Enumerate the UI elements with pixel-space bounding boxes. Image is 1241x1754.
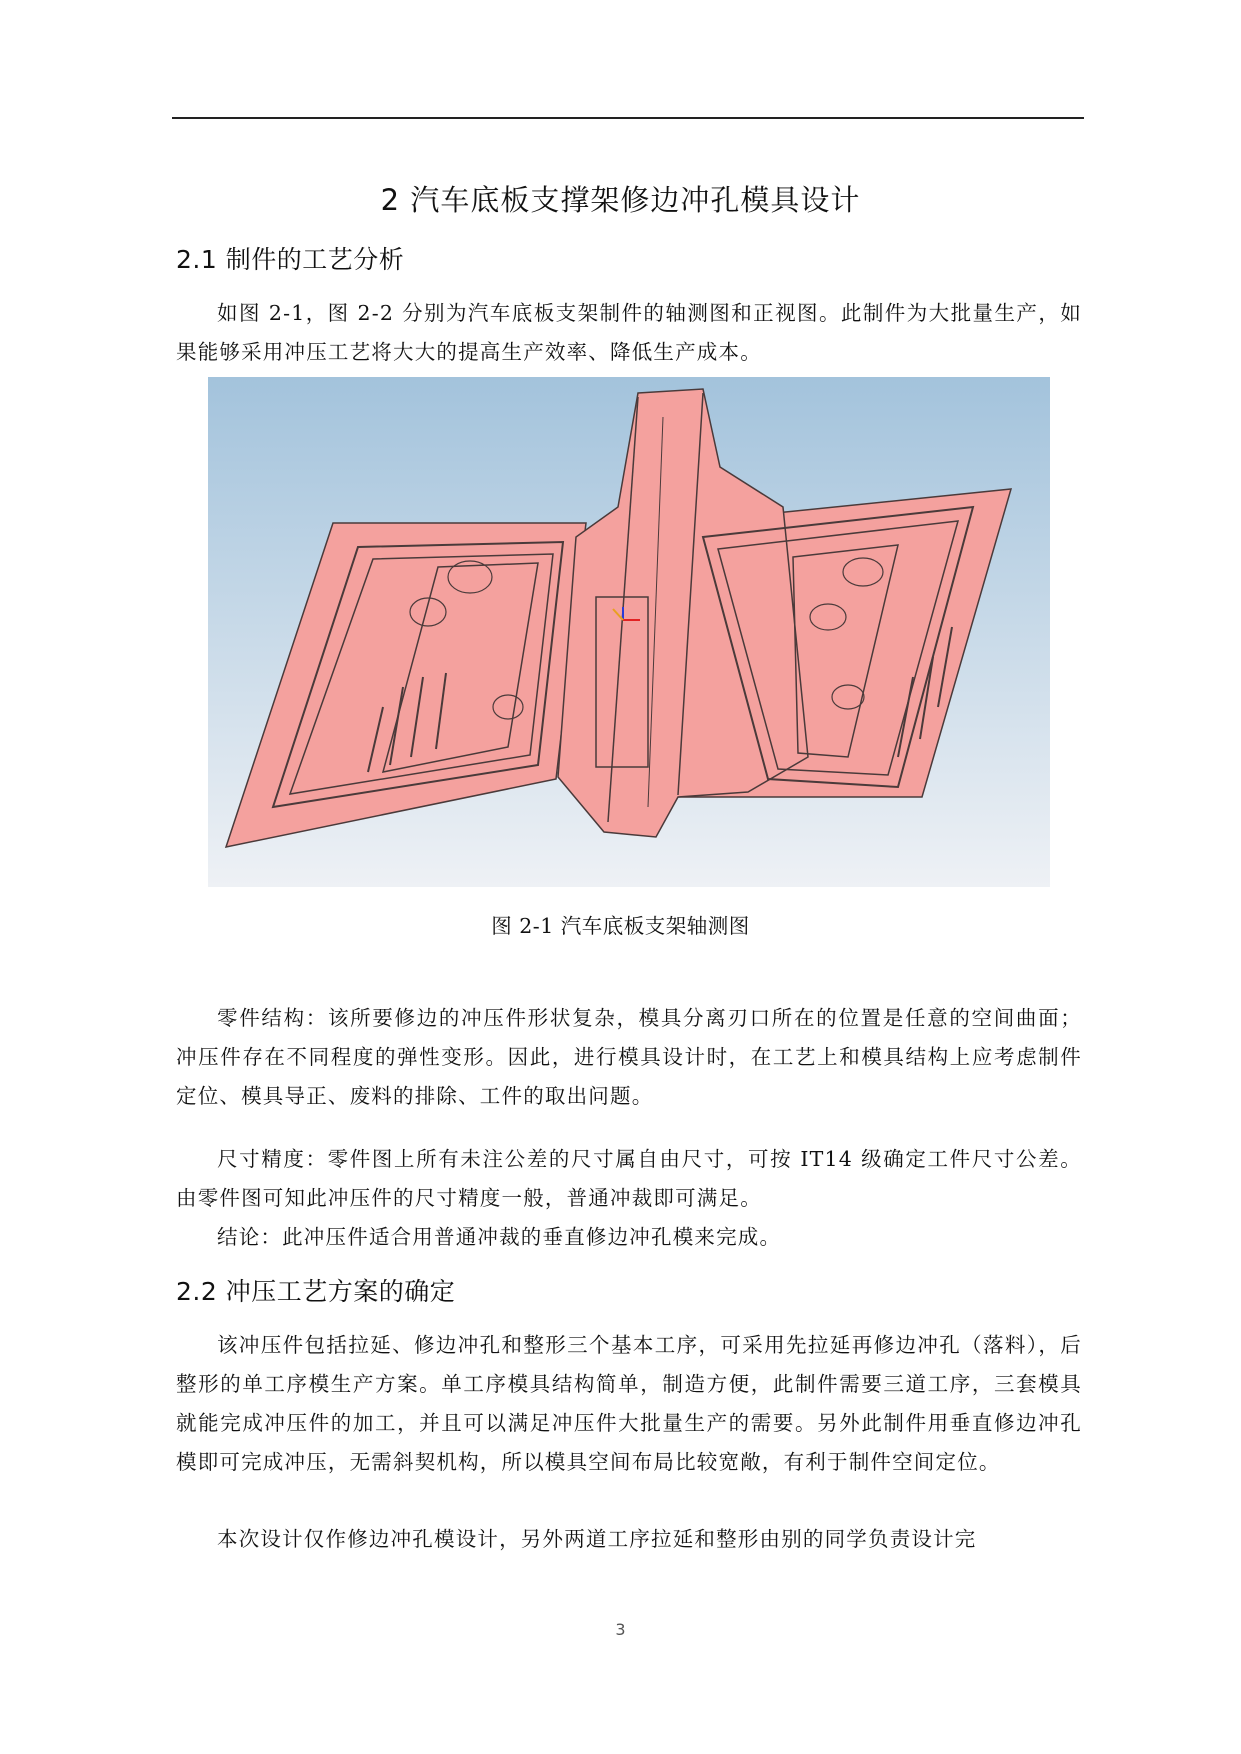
figure-caption: 图 2-1 汽车底板支架轴测图 — [491, 914, 750, 938]
header-rule — [172, 117, 1084, 119]
paragraph-part-structure: 零件结构：该所要修边的冲压件形状复杂，模具分离刃口所在的位置是任意的空间曲面；冲压件存在不同程度的弹性变形。因此，进行模具设计时，在工艺上和模具结构上应考虑制件定位、模具导正、废料的排除、工件的取出问题。 — [176, 1006, 1082, 1108]
section-title-2-1: 2.1 制件的工艺分析 — [176, 245, 405, 274]
paragraph-process-plan: 该冲压件包括拉延、修边冲孔和整形三个基本工序，可采用先拉延再修边冲孔（落料），后整形的单工序模生产方案。单工序模具结构简单，制造方便，此制件需要三道工序，三套模具就能完成冲压件的加工，并且可以满足冲压件大批量生产的需要。另外此制件用垂直修边冲孔模即可完成冲压，无需斜契机构，所以模具空间布局比较宽敞，有利于制件空间定位。 — [176, 1333, 1082, 1474]
paragraph-design-scope: 本次设计仅作修边冲孔模设计，另外两道工序拉延和整形由别的同学负责设计完 — [217, 1527, 977, 1551]
paragraph-dimensional-accuracy: 尺寸精度：零件图上所有未注公差的尺寸属自由尺寸，可按 IT14 级确定工件尺寸公差。由零件图可知此冲压件的尺寸精度一般，普通冲裁即可满足。 — [176, 1147, 1082, 1210]
page-number: 3 — [615, 1620, 626, 1639]
part-render-image — [208, 377, 1050, 887]
section-title-2-2: 2.2 冲压工艺方案的确定 — [176, 1277, 456, 1306]
paragraph-conclusion: 结论：此冲压件适合用普通冲裁的垂直修边冲孔模来完成。 — [217, 1225, 782, 1249]
figure-axonometric-view — [208, 377, 1050, 887]
chapter-title: 2 汽车底板支撑架修边冲孔模具设计 — [380, 183, 861, 217]
paragraph-intro: 如图 2-1，图 2-2 分别为汽车底板支架制件的轴测图和正视图。此制件为大批量生产，如果能够采用冲压工艺将大大的提高生产效率、降低生产成本。 — [176, 301, 1082, 364]
